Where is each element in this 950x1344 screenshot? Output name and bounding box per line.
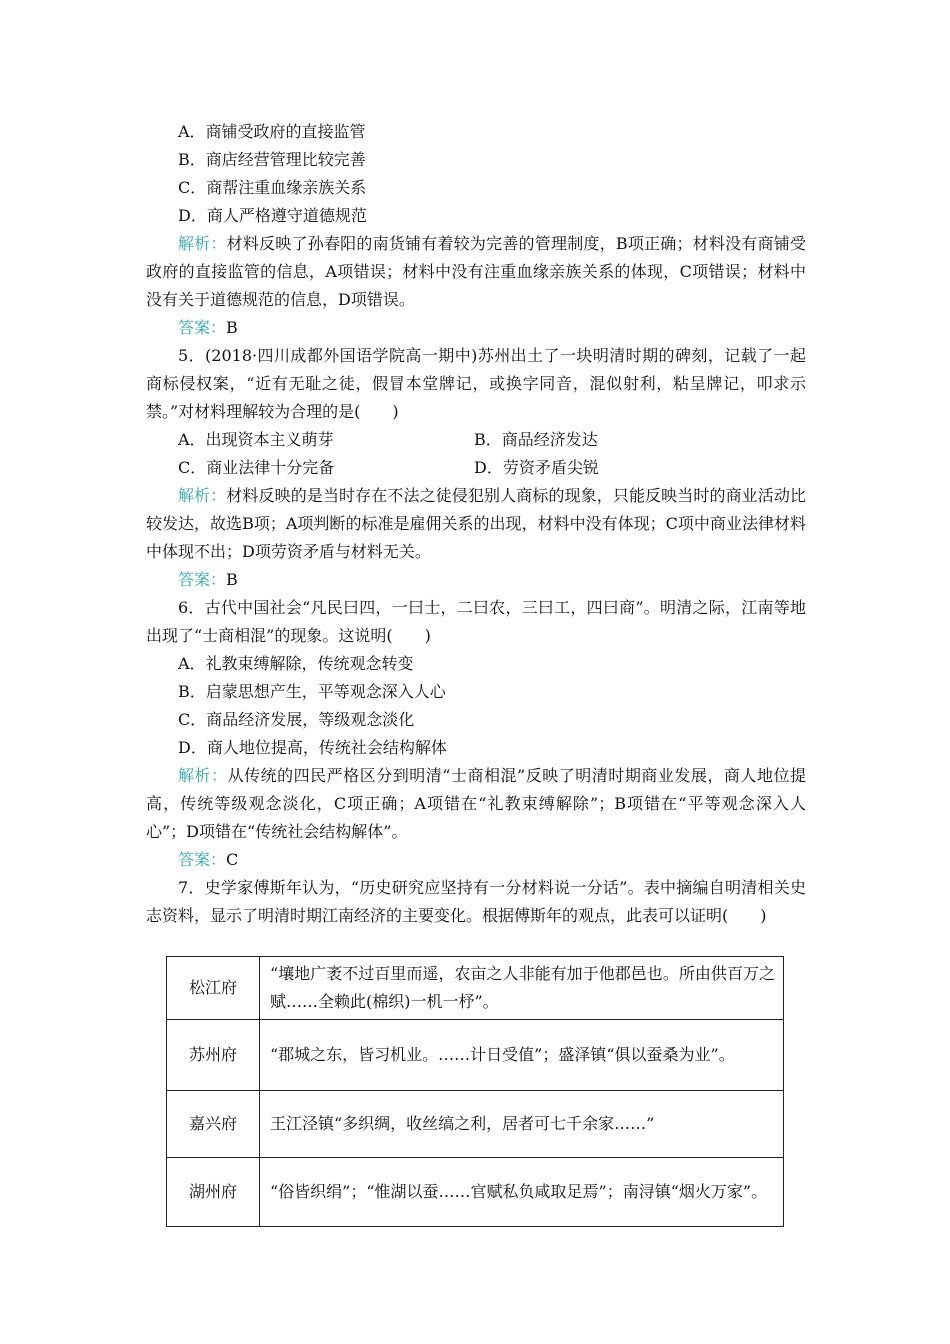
table-cell-prefecture: 湖州府 [167,1158,260,1227]
table-cell-text: “壤地广袤不过百里而遥，农亩之人非能有加于他郡邑也。所由供百万之赋……全赖此(棉织)一机一杼”。 [260,957,784,1020]
q6-analysis [146,762,806,846]
q5-option-c: C．商业法律十分完备 [178,458,335,477]
q5-analysis-text: 材料反映的是当时存在不法之徒侵犯别人商标的现象，只能反映当时的商业活动比较发达，故选B项；A项判断的标准是雇佣关系的出现，材料中没有体现；C项中商业法律材料中体现不出；D项劳资矛盾与材料无关。 [146,486,806,561]
q4-option-c: C．商帮注重血缘亲族关系 [178,178,367,197]
q4-answer-label: 答案： [178,318,227,337]
q6-option-c: C．商品经济发展，等级观念淡化 [178,710,415,729]
q5-answer [146,566,806,594]
q6-option-b: B．启蒙思想产生，平等观念深入人心 [178,682,446,701]
q5-stem: 5．(2018·四川成都外国语学院高一期中)苏州出土了一块明清时期的碑刻，记载了一起商标侵权案，“近有无耻之徒，假冒本堂牌记，或换字同音，混似射利，粘呈牌记，叩求示禁。”对材料理解较为合理的是( ) [146,346,806,421]
q5-answer-label: 答案： [178,570,227,589]
q5-answer-value: B [226,570,238,589]
q6-answer [146,846,806,874]
q6-analysis-label: 解析： [178,766,228,785]
q6-answer-label: 答案： [178,850,227,869]
q6-option-d: D．商人地位提高，传统社会结构解体 [178,738,447,757]
q4-answer-value: B [226,318,238,337]
q4-analysis [146,230,806,314]
q5-option-a: A．出现资本主义萌芽 [178,430,334,449]
q6-analysis-text: 从传统的四民严格区分到明清“士商相混”反映了明清时期商业发展，商人地位提高，传统等级观念淡化，C项正确；A项错在“礼教束缚解除”；B项错在“平等观念深入人心”；D项错在“传统社会结构解体”。 [146,766,806,841]
table-cell-text: “俗皆织绢”；“惟湖以蚕……官赋私负咸取足焉”；南浔镇“烟火万家”。 [260,1158,784,1227]
q4-answer [146,314,806,342]
q6-answer-value: C [226,850,239,869]
table-cell-prefecture: 嘉兴府 [167,1091,260,1158]
table-row [167,1091,784,1158]
q4-option-a: A．商铺受政府的直接监管 [178,122,366,141]
table-cell-prefecture: 苏州府 [167,1020,260,1091]
table-cell-text: 王江泾镇“多织绸，收丝缟之利，居者可七千余家……” [260,1091,784,1158]
q6-option-a: A．礼教束缚解除，传统观念转变 [178,654,414,673]
q7-stem: 7．史学家傅斯年认为，“历史研究应坚持有一分材料说一分话”。表中摘编自明清相关史志资料，显示了明清时期江南经济的主要变化。根据傅斯年的观点，此表可以证明( ) [146,878,806,925]
table-row [167,1158,784,1227]
q4-analysis-text: 材料反映了孙春阳的南货铺有着较为完善的管理制度，B项正确；材料没有商铺受政府的直接监管的信息，A项错误；材料中没有注重血缘亲族关系的体现，C项错误；材料中没有关于道德规范的信息，D项错误。 [146,234,806,309]
question-content [146,118,806,930]
table-cell-text: “郡城之东，皆习机业。……计日受值”；盛泽镇“俱以蚕桑为业”。 [260,1020,784,1091]
q5-options-row-2 [146,454,806,482]
table-row [167,957,784,1020]
table-row [167,1020,784,1091]
q5-option-b: B．商品经济发达 [474,430,598,449]
q5-analysis-label: 解析： [178,486,227,505]
q7-table [166,956,784,1227]
q4-analysis-label: 解析： [178,234,227,253]
table-cell-prefecture: 松江府 [167,957,260,1020]
q4-option-b: B．商店经营管理比较完善 [178,150,366,169]
q5-analysis [146,482,806,566]
q5-options-row-1 [146,426,806,454]
q4-option-d: D．商人严格遵守道德规范 [178,206,367,225]
q6-stem: 6．古代中国社会“凡民曰四，一曰士，二曰农，三曰工，四曰商”。明清之际，江南等地出现了“士商相混”的现象。这说明( ) [146,598,806,645]
q5-option-d: D．劳资矛盾尖锐 [474,458,599,477]
